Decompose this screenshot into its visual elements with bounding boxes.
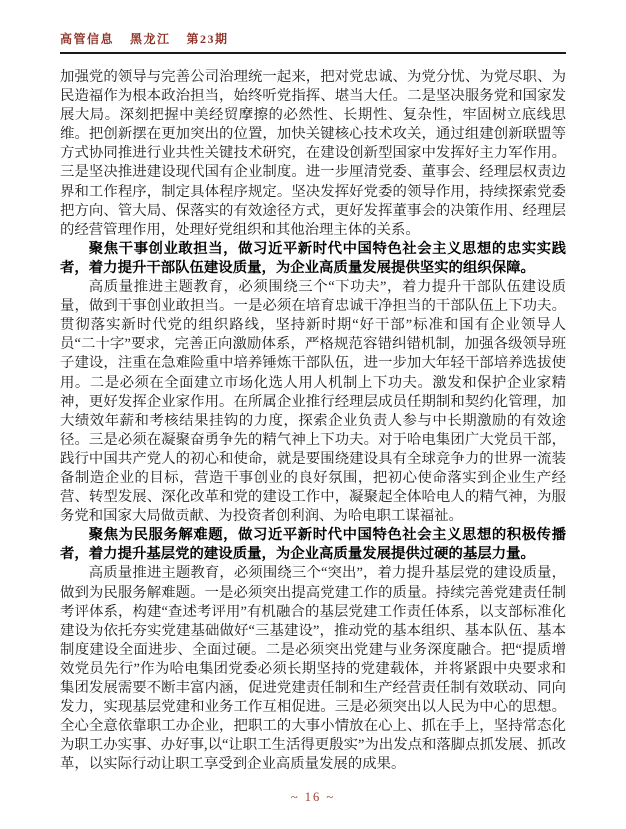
page-number: ~ 16 ~ [290, 790, 336, 804]
section-heading-2: 聚焦为民服务解难题，做习近平新时代中国特色社会主义思想的积极传播者，着力提升基层党的建设质量，为企业高质量发展提供过硬的基层力量。 [60, 527, 566, 563]
document-body [60, 68, 566, 774]
section-heading-1: 聚焦干事创业敢担当，做习近平新时代中国特色社会主义思想的忠实实践者，着力提升干部队伍建设质量，为企业高质量发展提供坚实的组织保障。 [60, 240, 566, 276]
header-region: 黑龙江 [130, 32, 171, 46]
page-header [60, 30, 566, 54]
paragraph-body-2: 高质量推进主题教育，必须围绕三个“突出”，着力提升基层党的建设质量，做到为民服务解难题。一是必须突出提高党建工作的质量。持续完善党建责任制考评体系，构建“查述考评用”有机融合的基层党建工作责任体系，以支部标准化建设为依托夯实党建基础做好“三基建设”，推动党的基本组织、基本队伍、基本制度建设全面进步、全面过硬。二是必须突出党建与业务深度融合。把“提质增效党员先行”作为哈电集团党委必须长期坚持的党建载体，并将紧跟中央要求和集团发展需要不断丰富内涵，促进党建责任制和生产经营责任制有效联动、同向发力，实现基层党建和业务工作互相促进。三是必须突出以人民为中心的思想。全心全意依靠职工办企业，把职工的大事小情放在心上、抓在手上，坚持常态化为职工办实事、办好事,以“让职工生活得更殷实”为出发点和落脚点抓发展、抓改革，以实际行动让职工享受到企业高质量发展的成果。 [60, 565, 566, 773]
header-title: 高管信息 [60, 32, 115, 46]
paragraph-continuation: 加强党的领导与完善公司治理统一起来，把对党忠诚、为党分忧、为党尽职、为民造福作为根本政治担当，始终听党指挥、堪当大任。二是坚决服务党和国家发展大局。深刻把握中美经贸摩擦的必然性、长期性、复杂性，牢固树立底线思维。把创新摆在更加突出的位置，加快关键核心技术攻关，通过组建创新联盟等方式协同推进行业共性关键技术研究，在建设创新型国家中发挥好主力军作用。三是坚决推进建设现代国有企业制度。进一步厘清党委、董事会、经理层权责边界和工作程序，制定具体程序规定。坚决发挥好党委的领导作用，持续探索党委把方向、管大局、保落实的有效途径方式，更好发挥董事会的决策作用、经理层的经营管理作用，处理好党组织和其他治理主体的关系。 [60, 69, 566, 238]
paragraph-body-1: 高质量推进主题教育，必须围绕三个“下功夫”，着力提升干部队伍建设质量，做到干事创业敢担当。一是必须在培育忠诚干净担当的干部队伍上下功夫。贯彻落实新时代党的组织路线，坚持新时期“好干部”标准和国有企业领导人员“二十字”要求，完善正向激励体系，严格规范容错纠错机制，加强各级领导班子建设，注重在急难险重中培养锤炼干部队伍，进一步加大年轻干部培养选拔使用。二是必须在全面建立市场化选人用人机制上下功夫。激发和保护企业家精神，更好发挥企业家作用。在所属企业推行经理层成员任期制和契约化管理，加大绩效年薪和考核结果挂钩的力度，探索企业负责人参与中长期激励的有效途径。三是必须在凝聚奋勇争先的精气神上下功夫。对于哈电集团广大党员干部，践行中国共产党人的初心和使命，就是要围绕建设具有全球竞争力的世界一流装备制造企业的目标，营造干事创业的良好氛围，把初心使命落实到企业生产经营、转型发展、深化改革和党的建设工作中，凝聚起全体哈电人的精气神，为服务党和国家大局做贡献、为投资者创利润、为哈电职工谋福祉。 [60, 279, 566, 525]
header-issue: 第23期 [186, 32, 229, 46]
page-footer [0, 790, 626, 805]
